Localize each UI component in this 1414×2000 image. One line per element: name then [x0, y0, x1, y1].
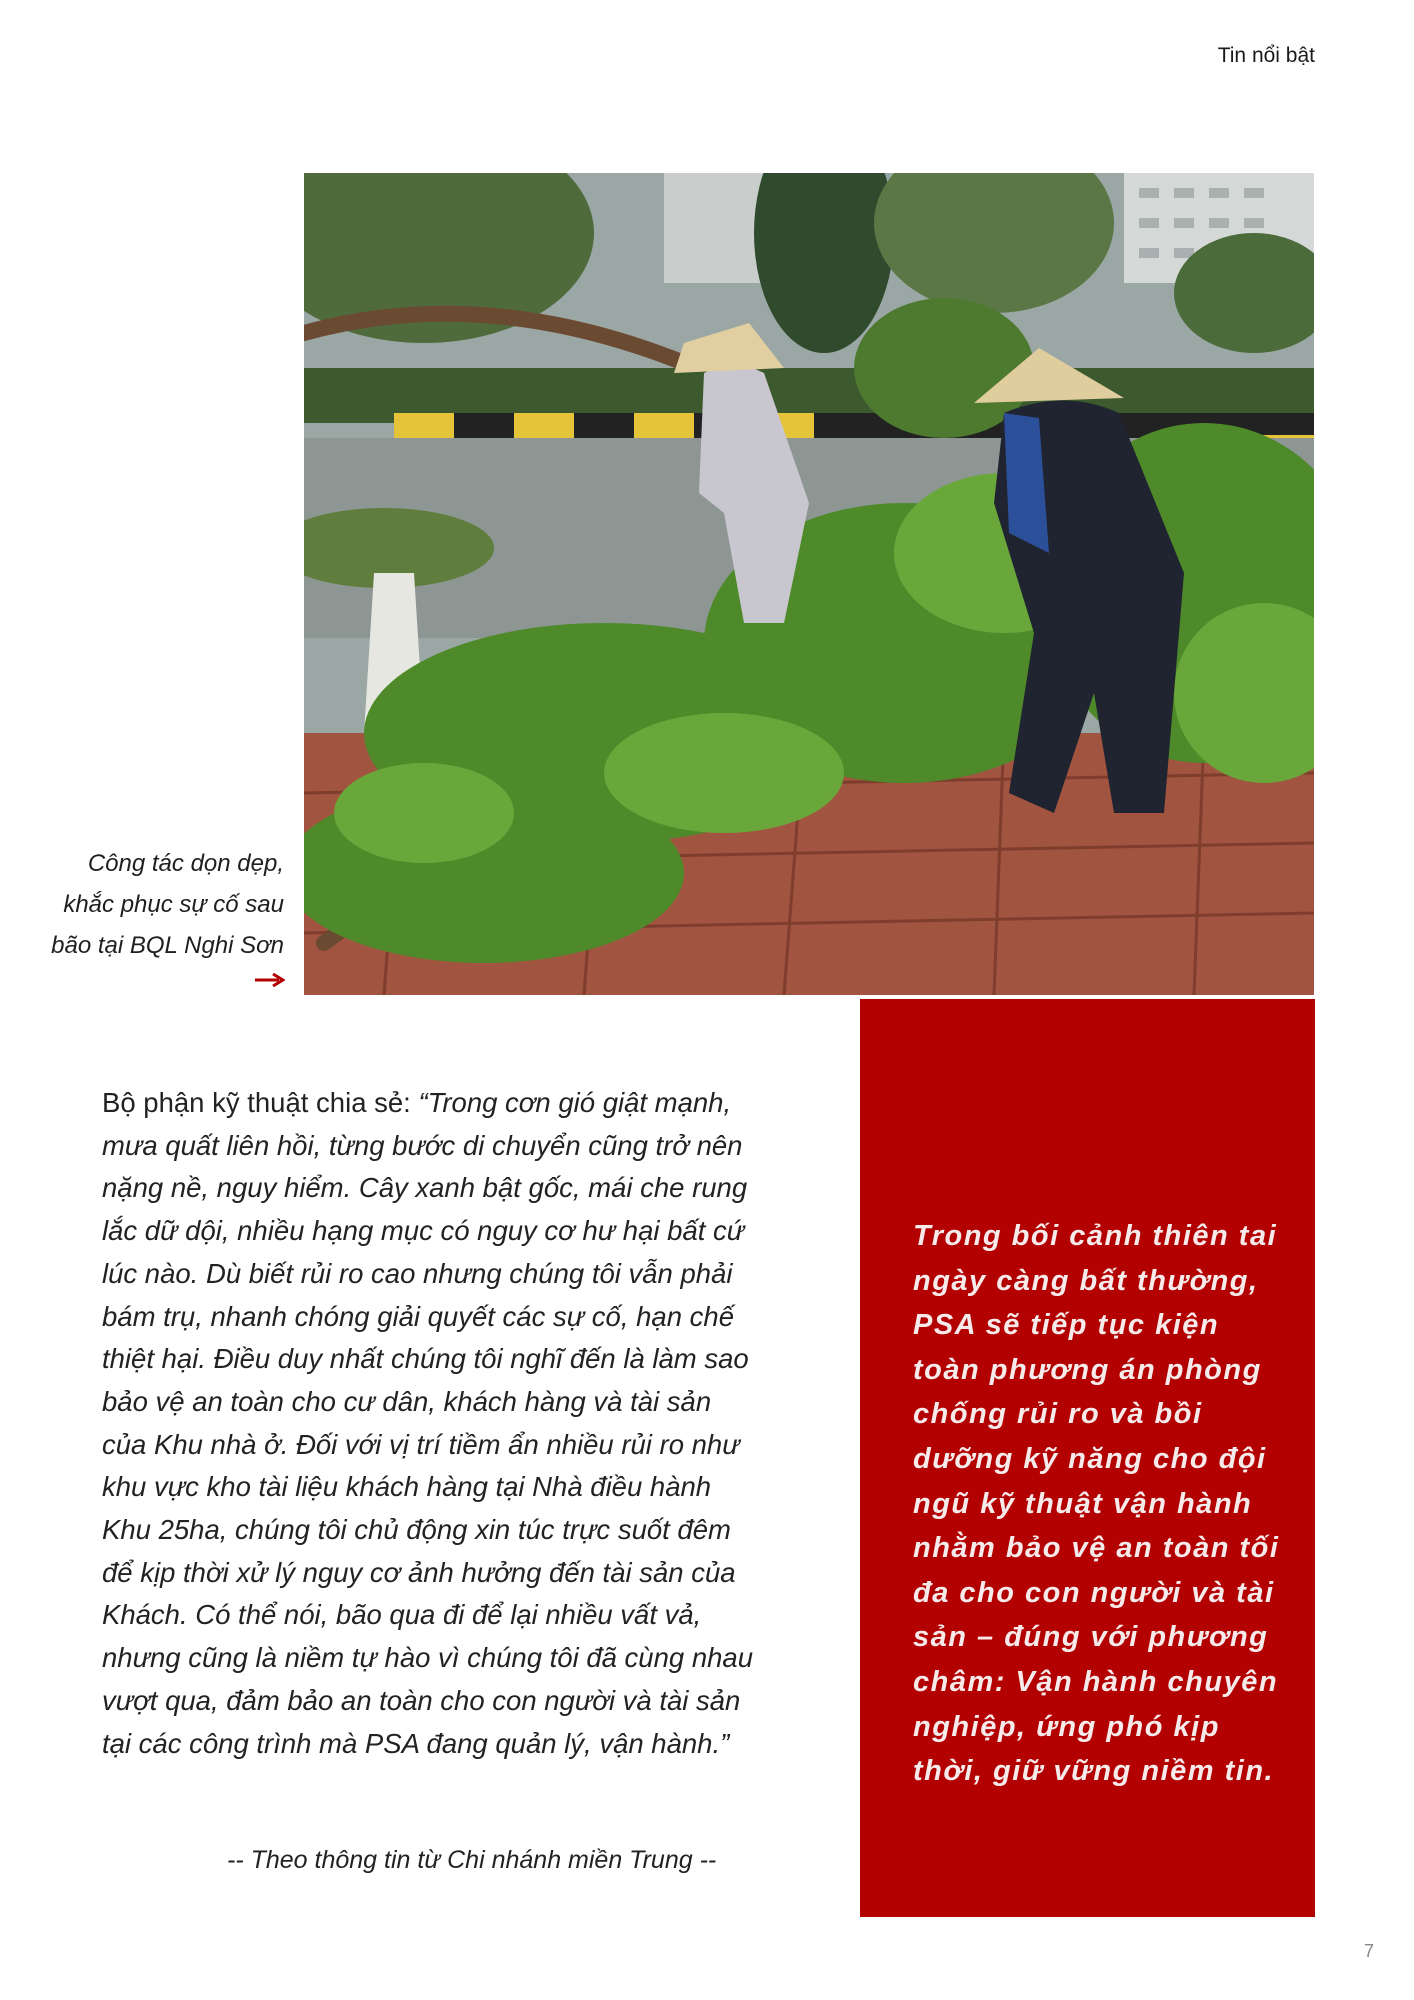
photo-caption: [20, 843, 284, 966]
caption-line: khắc phục sự cố sau: [63, 891, 284, 918]
body-intro: Bộ phận kỹ thuật chia sẻ:: [102, 1087, 419, 1118]
highlight-text: Trong bối cảnh thiên tai ngày càng bất thường, PSA sẽ tiếp tục kiện toàn phương án phòng chống rủi ro và bồi dưỡng kỹ năng cho đội ngũ kỹ thuật vận hành nhằm bảo vệ an toàn tối đa cho con người và tài sản – đúng với phương châm: Vận hành chuyên nghiệp, ứng phó kịp thời, giữ vững niềm tin.: [913, 1220, 1280, 1788]
caption-line: bão tại BQL Nghi Sơn: [51, 932, 284, 959]
storm-cleanup-photo: [304, 173, 1314, 995]
body-paragraph: [102, 1082, 762, 1765]
section-label: Tin nổi bật: [1217, 44, 1315, 67]
page-number: 7: [1364, 1941, 1375, 1961]
source-attribution: -- Theo thông tin từ Chi nhánh miền Trung --: [227, 1846, 717, 1874]
caption-line: Công tác dọn dẹp,: [87, 850, 284, 877]
body-quote: “Trong cơn gió giật mạnh, mưa quất liên hồi, từng bước di chuyển cũng trở nên nặng nề, nguy hiểm. Cây xanh bật gốc, mái che rung lắc dữ dội, nhiều hạng mục có nguy cơ hư hại bất cứ lúc nào. Dù biết rủi ro cao nhưng chúng tôi vẫn phải bám trụ, nhanh chóng giải quyết các sự cố, hạn chế thiệt hại. Điều duy nhất chúng tôi nghĩ đến là làm sao bảo vệ an toàn cho cư dân, khách hàng và tài sản của Khu nhà ở. Đối với vị trí tiềm ẩn nhiều rủi ro như khu vực kho tài liệu khách hàng tại Nhà điều hành Khu 25ha, chúng tôi chủ động xin túc trực suốt đêm để kịp thời xử lý nguy cơ ảnh hưởng đến tài sản của Khách. Có thể nói, bão qua đi để lại nhiều vất vả, nhưng cũng là niềm tự hào vì chúng tôi đã cùng nhau vượt qua, đảm bảo an toàn cho con người và tài sản tại các công trình mà PSA đang quản lý, vận hành.”: [102, 1087, 754, 1759]
arrow-right-icon: [255, 972, 285, 988]
